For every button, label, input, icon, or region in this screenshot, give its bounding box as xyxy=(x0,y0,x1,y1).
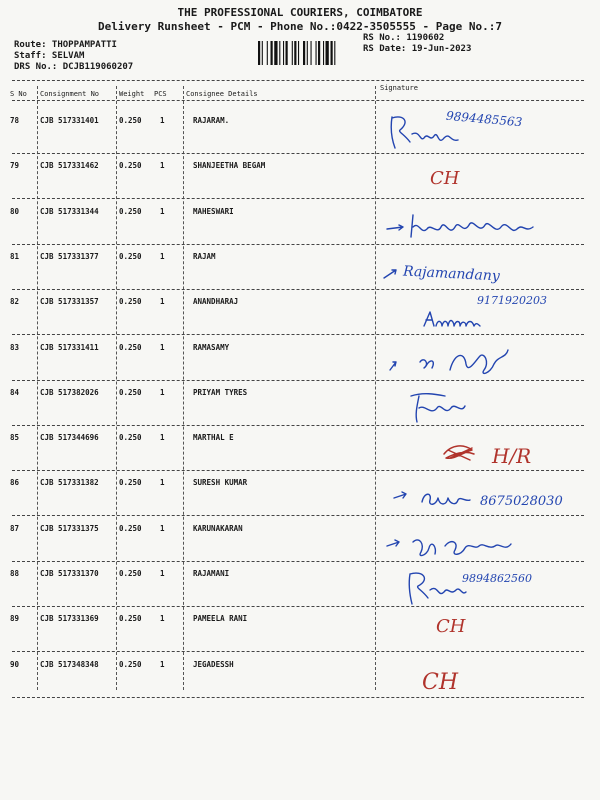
signature-mark-90: CH xyxy=(422,670,459,695)
runsheet-subtitle: Delivery Runsheet - PCM - Phone No.:0422-3505555 - Page No.:7 xyxy=(98,20,502,33)
cell-consignee: RAJAM xyxy=(193,251,216,261)
cell-consignee: MAHESWARI xyxy=(193,206,234,216)
cell-consignment: CJB 517331369 xyxy=(40,614,99,624)
barcode xyxy=(258,41,358,65)
cell-sno: 79 xyxy=(10,161,20,171)
cell-consignee: MARTHAL E xyxy=(193,433,234,443)
signature-mark-89: CH xyxy=(436,616,466,637)
cell-consignee: RAJARAM. xyxy=(193,116,230,125)
cell-pcs: 1 xyxy=(160,478,165,488)
cell-sno: 85 xyxy=(10,433,20,443)
row-divider xyxy=(12,153,584,154)
route-label: Route: THOPPAMPATTI xyxy=(14,40,117,50)
cell-consignment: CJB 517331401 xyxy=(40,116,99,125)
row-divider xyxy=(12,651,584,652)
signature-name-81: Rajamandany xyxy=(402,263,501,285)
cell-consignment: CJB 517348348 xyxy=(40,659,99,669)
cell-weight: 0.250 xyxy=(119,206,142,216)
row-divider xyxy=(12,198,584,199)
cell-consignment: CJB 517331377 xyxy=(40,251,99,261)
cell-consignee: SHANJEETHA BEGAM xyxy=(193,161,266,171)
cell-sno: 81 xyxy=(10,251,20,261)
cell-sno: 88 xyxy=(10,569,20,578)
cell-weight: 0.250 xyxy=(119,614,142,624)
cell-sno: 78 xyxy=(10,116,20,125)
cell-pcs: 1 xyxy=(160,161,165,171)
drs-number: DRS No.: DCJB119060207 xyxy=(14,62,134,72)
cell-consignment: CJB 517331375 xyxy=(40,523,99,533)
row-divider xyxy=(12,606,584,607)
cell-sno: 89 xyxy=(10,614,20,624)
cell-pcs: 1 xyxy=(160,659,165,669)
cell-pcs: 1 xyxy=(160,614,165,624)
cell-sno: 83 xyxy=(10,342,20,352)
company-title: THE PROFESSIONAL COURIERS, COIMBATORE xyxy=(177,6,423,19)
signature-mark-85: H/R xyxy=(492,444,532,468)
col-header-consignment: Consignment No xyxy=(40,90,100,98)
rs-number: RS No.: 1190602 xyxy=(363,33,445,43)
cell-weight: 0.250 xyxy=(119,569,142,578)
cell-sno: 82 xyxy=(10,297,20,307)
cell-pcs: 1 xyxy=(160,116,165,125)
cell-pcs: 1 xyxy=(160,206,165,216)
row-divider xyxy=(12,697,584,698)
rs-date: RS Date: 19-Jun-2023 xyxy=(363,44,472,54)
cell-sno: 80 xyxy=(10,206,20,216)
cell-consignment: CJB 517382026 xyxy=(40,387,99,397)
row-divider xyxy=(12,334,584,335)
header-bottom-rule xyxy=(12,100,584,101)
cell-consignee: ANANDHARAJ xyxy=(193,297,239,307)
signature-mark-79: CH xyxy=(430,168,460,189)
cell-consignment: CJB 517331411 xyxy=(40,342,99,352)
cell-consignee: SURESH KUMAR xyxy=(193,478,248,488)
cell-consignment: CJB 517344696 xyxy=(40,433,99,443)
table-row xyxy=(0,161,600,206)
cell-consignment: CJB 517331462 xyxy=(40,161,99,171)
cell-pcs: 1 xyxy=(160,251,165,261)
cell-weight: 0.250 xyxy=(119,523,142,533)
row-divider xyxy=(12,515,584,516)
cell-weight: 0.250 xyxy=(119,297,142,307)
col-header-pcs: PCS xyxy=(154,90,167,98)
cell-pcs: 1 xyxy=(160,342,165,352)
cell-consignee: PAMEELA RANI xyxy=(193,614,248,624)
cell-weight: 0.250 xyxy=(119,161,142,171)
cell-sno: 86 xyxy=(10,478,20,488)
cell-consignee: JEGADESSH xyxy=(193,659,234,669)
cell-sno: 84 xyxy=(10,387,20,397)
table-row xyxy=(0,252,600,297)
cell-consignment: CJB 517331370 xyxy=(40,569,99,578)
cell-pcs: 1 xyxy=(160,523,165,533)
cell-weight: 0.250 xyxy=(119,478,142,488)
cell-weight: 0.250 xyxy=(119,251,142,261)
cell-sno: 87 xyxy=(10,523,20,533)
signature-phone-78: 9894485563 xyxy=(445,108,523,130)
cell-consignment: CJB 517331357 xyxy=(40,297,99,307)
cell-consignee: RAJAMANI xyxy=(193,569,230,578)
signature-phone-86: 8675028030 xyxy=(480,494,563,509)
cell-weight: 0.250 xyxy=(119,433,142,443)
row-divider xyxy=(12,425,584,426)
cell-weight: 0.250 xyxy=(119,116,142,125)
col-header-sno: S No xyxy=(10,90,27,98)
signature-phone-82: 9171920203 xyxy=(477,294,547,307)
col-header-consignee: Consignee Details xyxy=(186,90,258,98)
cell-consignment: CJB 517331344 xyxy=(40,206,99,216)
cell-sno: 90 xyxy=(10,659,20,669)
cell-consignee: PRIYAM TYRES xyxy=(193,387,248,397)
cell-consignee: KARUNAKARAN xyxy=(193,523,243,533)
col-header-weight: Weight xyxy=(119,90,145,98)
cell-consignee: RAMASAMY xyxy=(193,342,230,352)
cell-consignment: CJB 517331382 xyxy=(40,478,99,488)
cell-pcs: 1 xyxy=(160,569,165,578)
cell-pcs: 1 xyxy=(160,297,165,307)
signature-phone-88: 9894862560 xyxy=(462,572,532,585)
cell-pcs: 1 xyxy=(160,433,165,443)
header-top-rule xyxy=(12,80,584,81)
staff-label: Staff: SELVAM xyxy=(14,51,85,61)
table-row xyxy=(0,388,600,433)
table-row xyxy=(0,614,600,659)
cell-weight: 0.250 xyxy=(119,659,142,669)
cell-weight: 0.250 xyxy=(119,387,142,397)
row-divider xyxy=(12,289,584,290)
col-header-signature: Signature xyxy=(380,84,418,92)
cell-weight: 0.250 xyxy=(119,342,142,352)
cell-pcs: 1 xyxy=(160,387,165,397)
table-row xyxy=(0,660,600,705)
row-divider xyxy=(12,470,584,471)
